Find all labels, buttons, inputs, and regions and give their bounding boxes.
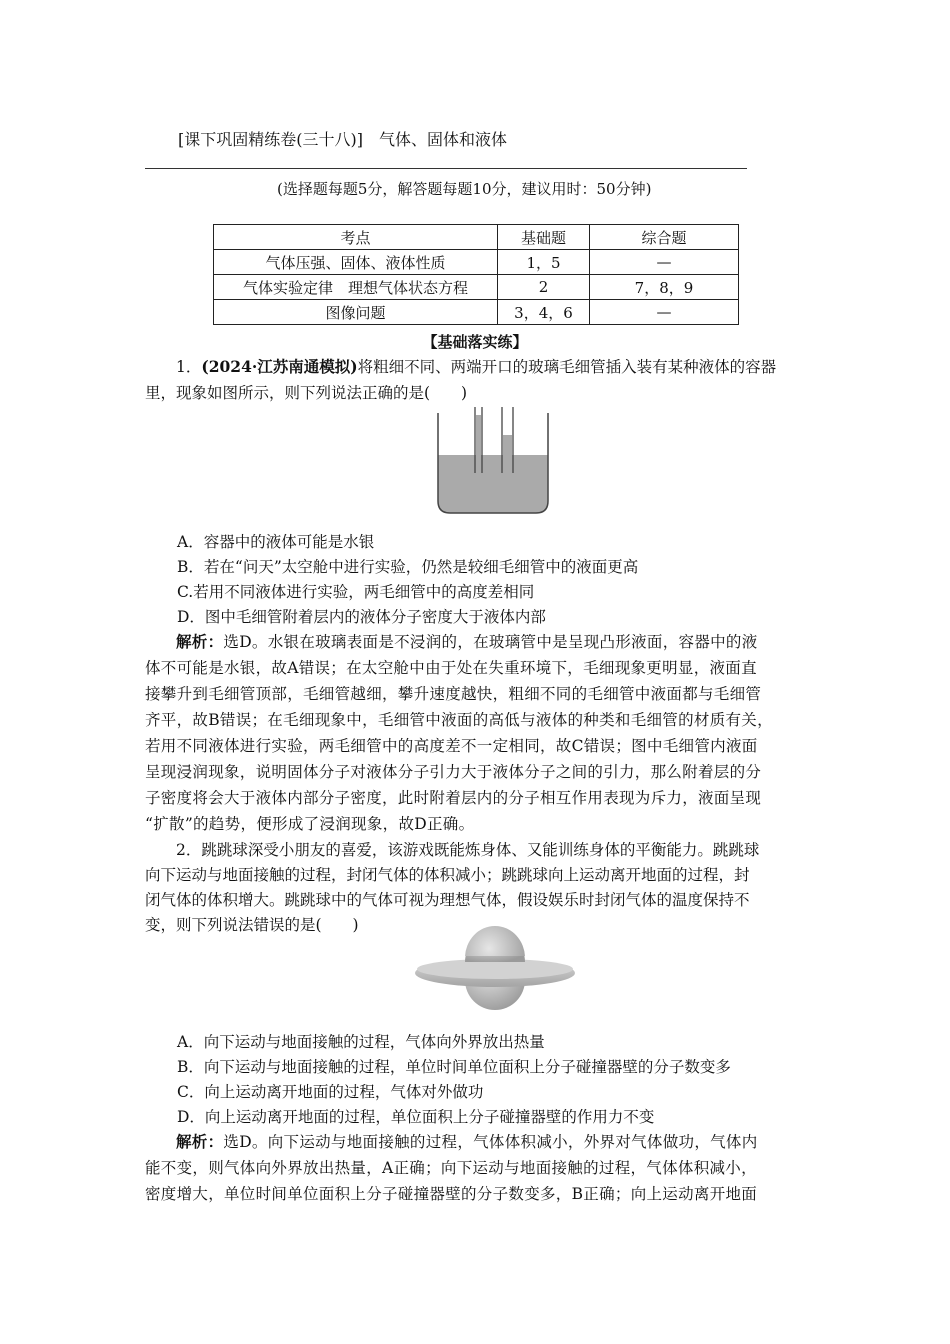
- analysis-text: 选D。水银在玻璃表面是不浸润的，在玻璃管中是呈现凸形液面，容器中的液: [223, 633, 758, 651]
- table-row: [214, 300, 739, 325]
- topic-table: [213, 224, 739, 325]
- q1-analysis-line: “扩散”的趋势，便形成了浸润现象，故D正确。: [145, 815, 475, 833]
- analysis-label: 解析：: [176, 632, 224, 651]
- thin-capillary-liquid: [476, 415, 481, 455]
- q1-analysis-line: 子密度将会大于液体内部分子密度，此时附着层内的分子相互作用表现为斥力，液面呈现: [145, 789, 762, 807]
- table-header-cell: 考点: [214, 225, 498, 250]
- q1-option-d: D．图中毛细管附着层内的液体分子密度大于液体内部: [177, 608, 546, 626]
- table-cell: 3，4，6: [498, 300, 590, 325]
- q2-stem-line: 2．跳跳球深受小朋友的喜爱，该游戏既能炼身体、又能训练身体的平衡能力。跳跳球: [176, 841, 760, 859]
- table-cell: 图像问题: [214, 300, 498, 325]
- q2-analysis-line: 能不变，则气体向外界放出热量，A正确；向下运动与地面接触的过程，气体体积减小，: [145, 1159, 757, 1177]
- q1-analysis-line: [145, 630, 846, 652]
- q1-option-a: A．容器中的液体可能是水银: [177, 533, 375, 551]
- analysis-text: 选D。向下运动与地面接触的过程，气体体积减小，外界对气体做功，气体内: [223, 1133, 758, 1151]
- q1-option-b: B．若在“问天”太空舱中进行实验，仍然是较细毛细管中的液面更高: [177, 558, 639, 576]
- table-header-cell: 基础题: [498, 225, 590, 250]
- page-title: [课下巩固精练卷(三十八)] 气体、固体和液体: [178, 130, 507, 149]
- q1-analysis-line: 体不可能是水银，故A错误；在太空舱中由于处在失重环境下，毛细现象更明显，液面直: [145, 659, 757, 677]
- section-heading: 【基础落实练】: [422, 333, 528, 351]
- q1-analysis-line: 齐平，故B错误；在毛细现象中，毛细管中液面的高低与液体的种类和毛细管的材质有关，: [145, 711, 773, 729]
- thick-capillary-liquid: [503, 435, 512, 455]
- table-row: [214, 250, 739, 275]
- q1-source: (2024·江苏南通模拟): [201, 357, 358, 376]
- q1-stem-line2: 里，现象如图所示，则下列说法正确的是( ): [145, 384, 468, 402]
- q2-option-b: B．向下运动与地面接触的过程，单位时间单位面积上分子碰撞器壁的分子数变多: [177, 1058, 731, 1076]
- table-cell: 气体实验定律 理想气体状态方程: [214, 275, 498, 300]
- table-header-cell: 综合题: [590, 225, 739, 250]
- container-liquid: [438, 455, 548, 513]
- q2-analysis-line: 密度增大，单位时间单位面积上分子碰撞器壁的分子数变多，B正确；向上运动离开地面: [145, 1185, 758, 1203]
- q2-stem-line: 闭气体的体积增大。跳跳球中的气体可视为理想气体，假设娱乐时封闭气体的温度保持不: [145, 891, 750, 909]
- q2-option-c: C．向上运动离开地面的过程，气体对外做功: [177, 1083, 484, 1101]
- table-cell: 7，8，9: [590, 275, 739, 300]
- time-note: (选择题每题5分，解答题每题10分，建议用时：50分钟): [277, 180, 652, 198]
- q1-analysis-line: 接攀升到毛细管顶部，毛细管越细，攀升速度越快，粗细不同的毛细管中液面都与毛细管: [145, 685, 762, 703]
- q2-stem-line: 向下运动与地面接触的过程，封闭气体的体积减小；跳跳球向上运动离开地面的过程，封: [145, 866, 750, 884]
- q1-analysis-line: 若用不同液体进行实验，两毛细管中的高度差不一定相同，故C错误；图中毛细管内液面: [145, 737, 758, 755]
- table-cell: —: [590, 300, 739, 325]
- q1-analysis-line: 呈现浸润现象，说明固体分子对液体分子引力大于液体分子之间的引力，那么附着层的分: [145, 763, 762, 781]
- q2-stem-line: 变，则下列说法错误的是( ): [145, 916, 359, 934]
- title-divider: [145, 168, 747, 169]
- table-cell: 2: [498, 275, 590, 300]
- q1-stem-line1: [145, 355, 846, 377]
- q2-option-a: A．向下运动与地面接触的过程，气体向外界放出热量: [177, 1033, 545, 1051]
- table-cell: 1，5: [498, 250, 590, 275]
- q2-option-d: D．向上运动离开地面的过程，单位面积上分子碰撞器壁的作用力不变: [177, 1108, 655, 1126]
- capillary-container-figure: [430, 405, 556, 517]
- q1-number: 1．: [176, 358, 202, 376]
- analysis-label: 解析：: [176, 1132, 224, 1151]
- table-cell: 气体压强、固体、液体性质: [214, 250, 498, 275]
- table-cell: —: [590, 250, 739, 275]
- q2-analysis-line: [145, 1130, 846, 1152]
- bounce-ball-figure: [412, 918, 578, 1014]
- q1-option-c: C.若用不同液体进行实验，两毛细管中的高度差相同: [177, 583, 535, 601]
- q1-stem-text: 将粗细不同、两端开口的玻璃毛细管插入装有某种液体的容器: [357, 358, 777, 376]
- table-row: [214, 275, 739, 300]
- table-header-row: [214, 225, 739, 250]
